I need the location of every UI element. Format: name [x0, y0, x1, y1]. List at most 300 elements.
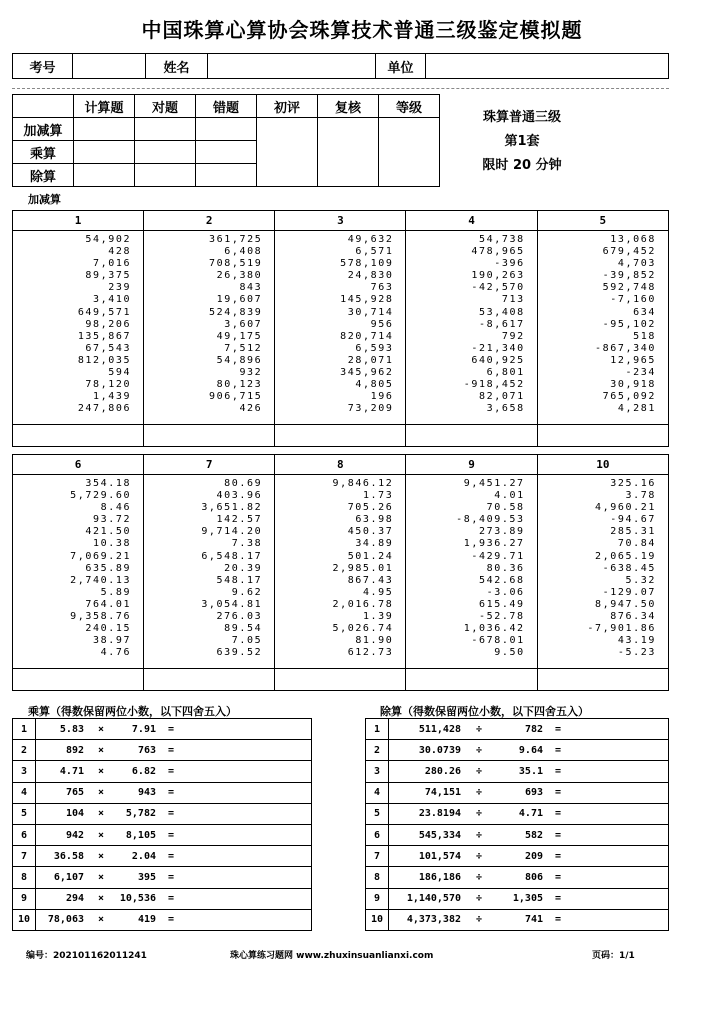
multiplication-row [13, 846, 312, 867]
number-value: 354.18 [85, 478, 132, 489]
score-cell[interactable] [135, 118, 196, 141]
number-value: 542.68 [478, 574, 525, 586]
row-number: 1 [366, 719, 389, 740]
answer-cell[interactable] [311, 803, 312, 824]
operator-sign: × [97, 850, 105, 862]
row-number: 6 [366, 824, 389, 845]
number-value: -8,617 [478, 318, 525, 330]
problem-number: 4 [406, 211, 537, 231]
number-value: 708,519 [208, 258, 263, 270]
number-value: 142.57 [216, 514, 263, 526]
number-list [538, 475, 668, 659]
answer-cell[interactable] [13, 669, 144, 691]
answer-cell[interactable] [406, 669, 537, 691]
problem-number: 3 [275, 211, 406, 231]
answer-cell[interactable] [668, 761, 669, 782]
number-value: 615.49 [478, 598, 525, 610]
row-number: 7 [13, 846, 36, 867]
number-value: 524,839 [208, 306, 263, 318]
operand-a: 511,428 [418, 723, 461, 735]
answer-cell[interactable] [311, 867, 312, 888]
problem-numbers-cell [275, 475, 406, 669]
number-value: 54,738 [478, 234, 525, 245]
expression-cell [389, 761, 668, 782]
problem-number: 8 [275, 455, 406, 475]
number-value: 345,962 [340, 367, 394, 379]
time-limit-label: 限时 20 分钟 [482, 158, 562, 173]
equals-sign: = [554, 744, 562, 756]
score-cell[interactable] [196, 118, 257, 141]
number-value: 190,263 [471, 270, 525, 282]
problem-number: 10 [537, 455, 668, 475]
number-value: 3,410 [93, 294, 132, 306]
number-value: 325.16 [610, 478, 656, 489]
number-value: 2,740.13 [70, 574, 132, 586]
problem-numbers-cell [275, 231, 406, 425]
operand-b: 693 [524, 787, 543, 799]
operand-a: 104 [65, 808, 84, 820]
number-value: 812,035 [77, 354, 132, 366]
answer-cell[interactable] [668, 888, 669, 909]
operand-a: 23.8194 [418, 808, 461, 820]
operand-b: 9.64 [518, 744, 543, 756]
division-row [366, 888, 669, 909]
number-value: 81.90 [355, 635, 394, 647]
number-value: 679,452 [602, 246, 656, 258]
division-title: 除算（得数保留两位小数，以下四舍五入） [380, 705, 589, 718]
answer-cell[interactable] [275, 425, 406, 447]
number-value: 932 [239, 367, 263, 379]
number-value: 78,120 [85, 379, 132, 391]
operand-a: 1,140,570 [406, 893, 461, 905]
number-value: 3,607 [224, 318, 263, 330]
score-header: 复核 [318, 95, 379, 118]
number-value: 548.17 [216, 574, 263, 586]
number-value: 3,651.82 [201, 502, 263, 514]
answer-cell[interactable] [311, 782, 312, 803]
score-row-label: 除算 [13, 164, 74, 187]
answer-cell[interactable] [406, 425, 537, 447]
number-value: -129.07 [602, 586, 656, 598]
problem-number: 5 [537, 211, 668, 231]
answer-cell[interactable] [537, 669, 668, 691]
operand-b: 763 [137, 744, 156, 756]
operator-sign: × [97, 829, 105, 841]
equals-sign: = [554, 893, 562, 905]
number-value: 4.95 [362, 586, 394, 598]
number-value: 792 [501, 330, 525, 342]
expression-cell [36, 719, 311, 740]
number-value: 1,036.42 [463, 623, 525, 635]
score-cell[interactable] [318, 118, 379, 187]
answer-cell[interactable] [668, 803, 669, 824]
division-row [366, 740, 669, 761]
footer-code: 编号：202101162011241 [26, 951, 147, 961]
operand-a: 186,186 [418, 871, 461, 883]
number-value: -7,901.86 [587, 623, 656, 635]
number-value: 956 [370, 318, 394, 330]
problem-number: 1 [13, 211, 144, 231]
answer-cell[interactable] [311, 824, 312, 845]
operand-a: 74,151 [424, 787, 461, 799]
answer-cell[interactable] [275, 669, 406, 691]
number-value: 80.69 [224, 478, 263, 489]
multiplication-row [13, 719, 312, 740]
number-value: 247,806 [77, 403, 132, 415]
score-cell[interactable] [196, 164, 257, 187]
expression-cell [389, 740, 668, 761]
answer-cell[interactable] [13, 425, 144, 447]
number-value: -42,570 [471, 282, 525, 294]
number-value: 70.84 [617, 538, 656, 550]
problem-numbers-cell [13, 475, 144, 669]
operand-a: 892 [65, 744, 84, 756]
number-value: 6,408 [224, 246, 263, 258]
number-value: 640,925 [471, 354, 525, 366]
operand-a: 101,574 [418, 850, 461, 862]
problem-number: 7 [144, 455, 275, 475]
problem-numbers-cell [537, 231, 668, 425]
number-value: 9,451.27 [463, 478, 525, 489]
number-value: -918,452 [463, 379, 525, 391]
number-list [275, 231, 405, 415]
row-number: 4 [366, 782, 389, 803]
expression-cell [389, 824, 668, 845]
score-cell[interactable] [135, 164, 196, 187]
answer-cell[interactable] [668, 740, 669, 761]
answer-cell[interactable] [537, 425, 668, 447]
number-value: 649,571 [77, 306, 132, 318]
row-number: 2 [13, 740, 36, 761]
number-value: 2,985.01 [332, 562, 394, 574]
number-value: 594 [108, 367, 132, 379]
number-value: 4,703 [617, 258, 656, 270]
name-field[interactable] [208, 54, 376, 78]
number-value: 501.24 [347, 550, 394, 562]
score-row-label: 加减算 [13, 118, 74, 141]
score-table [12, 94, 440, 187]
addsub-section-label: 加减算 [28, 193, 61, 206]
number-value: 80,123 [216, 379, 263, 391]
number-value: 713 [501, 294, 525, 306]
number-value: 634 [633, 306, 656, 318]
equals-sign: = [554, 787, 562, 799]
number-value: 639.52 [216, 647, 263, 659]
number-value: 10.38 [93, 538, 132, 550]
number-value: 34.89 [355, 538, 394, 550]
level-label: 珠算普通三级 [482, 110, 561, 125]
number-value: 9.62 [231, 586, 263, 598]
number-value: 592,748 [602, 282, 656, 294]
problem-numbers-cell [144, 231, 275, 425]
operator-sign: ÷ [475, 744, 483, 756]
problem-number: 2 [144, 211, 275, 231]
operator-sign: ÷ [475, 723, 483, 735]
answer-cell[interactable] [144, 669, 275, 691]
number-value: 7,512 [224, 342, 263, 354]
number-list [144, 231, 274, 415]
answer-cell[interactable] [311, 888, 312, 909]
number-value: 82,071 [478, 391, 525, 403]
number-value: 820,714 [340, 330, 394, 342]
division-row [366, 719, 669, 740]
number-value: 3.78 [625, 490, 656, 502]
operator-sign: × [97, 893, 105, 905]
expression-cell [389, 867, 668, 888]
row-number: 10 [13, 909, 36, 930]
operand-b: 35.1 [518, 765, 543, 777]
answer-cell[interactable] [144, 425, 275, 447]
operator-sign: ÷ [475, 808, 483, 820]
answer-cell[interactable] [668, 719, 669, 740]
operand-a: 545,334 [418, 829, 461, 841]
number-list [406, 475, 536, 659]
operand-a: 5.83 [59, 723, 84, 735]
number-value: 73,209 [347, 403, 394, 415]
score-cell[interactable] [196, 141, 257, 164]
expression-cell [36, 761, 311, 782]
number-value: 9,846.12 [332, 478, 394, 489]
number-list [406, 231, 536, 415]
division-row [366, 909, 669, 930]
unit-label: 单位 [376, 54, 426, 78]
number-value: 867.43 [347, 574, 394, 586]
number-value: 239 [108, 282, 132, 294]
answer-cell[interactable] [311, 846, 312, 867]
answer-cell[interactable] [311, 909, 312, 930]
operand-b: 943 [137, 787, 156, 799]
number-value: 843 [239, 282, 263, 294]
multiplication-row [13, 888, 312, 909]
operator-sign: × [97, 765, 105, 777]
operand-a: 78,063 [47, 914, 84, 926]
multiplication-row [13, 803, 312, 824]
row-number: 8 [13, 867, 36, 888]
expression-cell [389, 909, 668, 930]
score-corner [13, 95, 74, 118]
equals-sign: = [167, 850, 175, 862]
number-value: -52.78 [478, 611, 525, 623]
operand-b: 741 [524, 914, 543, 926]
equals-sign: = [167, 914, 175, 926]
answer-cell[interactable] [668, 782, 669, 803]
number-value: 1,439 [93, 391, 132, 403]
number-value: 4.01 [494, 490, 525, 502]
operand-b: 5,782 [125, 808, 156, 820]
number-value: 518 [633, 330, 656, 342]
number-value: -234 [625, 367, 656, 379]
problem-numbers-cell [13, 231, 144, 425]
operator-sign: × [97, 787, 105, 799]
number-value: 89.54 [224, 623, 263, 635]
number-value: -867,340 [595, 342, 656, 354]
answer-cell[interactable] [668, 909, 669, 930]
problem-numbers-cell [406, 231, 537, 425]
number-value: 578,109 [340, 258, 394, 270]
problem-numbers-cell [537, 475, 668, 669]
equals-sign: = [167, 808, 175, 820]
footer-site: 珠心算练习题网 www.zhuxinsuanlianxi.com [230, 951, 434, 961]
number-list [275, 475, 405, 659]
equals-sign: = [167, 871, 175, 883]
number-value: -7,160 [610, 294, 656, 306]
operand-a: 4,373,382 [406, 914, 461, 926]
score-header: 计算题 [74, 95, 135, 118]
operand-b: 395 [137, 871, 156, 883]
row-number: 8 [366, 867, 389, 888]
operand-a: 36.58 [53, 850, 84, 862]
number-value: 764.01 [85, 598, 132, 610]
number-value: 705.26 [347, 502, 394, 514]
score-cell[interactable] [74, 118, 135, 141]
number-value: 9,358.76 [70, 611, 132, 623]
operator-sign: ÷ [475, 893, 483, 905]
number-value: 4,281 [617, 403, 656, 415]
number-value: 5,729.60 [70, 490, 132, 502]
row-number: 9 [366, 888, 389, 909]
operand-b: 7.91 [131, 723, 156, 735]
operand-a: 4.71 [59, 765, 84, 777]
multiplication-row [13, 782, 312, 803]
expression-cell [36, 740, 311, 761]
number-value: -94.67 [610, 514, 656, 526]
row-number: 9 [13, 888, 36, 909]
expression-cell [36, 867, 311, 888]
number-value: 26,380 [216, 270, 263, 282]
number-value: 876.34 [610, 611, 656, 623]
number-value: -396 [494, 258, 525, 270]
exam-no-field[interactable] [73, 54, 146, 78]
multiplication-row [13, 867, 312, 888]
answer-cell[interactable] [311, 719, 312, 740]
operator-sign: × [97, 723, 105, 735]
answer-cell[interactable] [668, 824, 669, 845]
number-value: -678.01 [471, 635, 525, 647]
number-value: 403.96 [216, 490, 263, 502]
expression-cell [36, 888, 311, 909]
number-value: 612.73 [347, 647, 394, 659]
number-value: 5,026.74 [332, 623, 394, 635]
number-value: 906,715 [208, 391, 263, 403]
equals-sign: = [554, 765, 562, 777]
equals-sign: = [554, 829, 562, 841]
unit-field[interactable] [426, 54, 668, 78]
number-value: 4.76 [100, 647, 132, 659]
number-value: 54,902 [85, 234, 132, 245]
dashed-divider [12, 88, 669, 89]
expression-cell [36, 846, 311, 867]
operand-b: 10,536 [119, 893, 156, 905]
equals-sign: = [167, 893, 175, 905]
operand-b: 2.04 [131, 850, 156, 862]
number-value: 240.15 [85, 623, 132, 635]
number-value: 5.32 [625, 574, 656, 586]
answer-cell[interactable] [311, 740, 312, 761]
operator-sign: ÷ [475, 914, 483, 926]
answer-cell[interactable] [668, 846, 669, 867]
score-row-label: 乘算 [13, 141, 74, 164]
row-number: 3 [366, 761, 389, 782]
number-value: -39,852 [602, 270, 656, 282]
number-value: 7,016 [93, 258, 132, 270]
number-value: 54,896 [216, 354, 263, 366]
division-row [366, 824, 669, 845]
operator-sign: ÷ [475, 829, 483, 841]
equals-sign: = [554, 871, 562, 883]
number-value: 145,928 [340, 294, 394, 306]
score-cell[interactable] [135, 141, 196, 164]
number-value: -429.71 [471, 550, 525, 562]
number-value: -3.06 [486, 586, 525, 598]
operand-b: 782 [524, 723, 543, 735]
number-value: 89,375 [85, 270, 132, 282]
operand-b: 6.82 [131, 765, 156, 777]
number-value: 7.38 [231, 538, 263, 550]
number-value: 9.50 [494, 647, 525, 659]
expression-cell [389, 888, 668, 909]
number-value: 361,725 [208, 234, 263, 245]
score-header: 错题 [196, 95, 257, 118]
operand-a: 30.0739 [418, 744, 461, 756]
addsub-table-1 [12, 210, 669, 447]
number-value: 635.89 [85, 562, 132, 574]
expression-cell [36, 824, 311, 845]
answer-cell[interactable] [311, 761, 312, 782]
operand-a: 294 [65, 893, 84, 905]
row-number: 1 [13, 719, 36, 740]
number-value: 1,936.27 [463, 538, 525, 550]
score-cell[interactable] [257, 118, 318, 187]
row-number: 10 [366, 909, 389, 930]
problem-number: 6 [13, 455, 144, 475]
score-header: 对题 [135, 95, 196, 118]
answer-cell[interactable] [668, 867, 669, 888]
operand-a: 6,107 [53, 871, 84, 883]
operator-sign: ÷ [475, 850, 483, 862]
number-value: 285.31 [610, 526, 656, 538]
number-value: 8,947.50 [595, 598, 656, 610]
row-number: 7 [366, 846, 389, 867]
row-number: 5 [366, 803, 389, 824]
score-cell[interactable] [74, 141, 135, 164]
row-number: 2 [366, 740, 389, 761]
number-value: 428 [108, 246, 132, 258]
addsub-table-2 [12, 454, 669, 691]
number-value: 13,068 [610, 234, 656, 245]
division-row [366, 803, 669, 824]
number-value: 28,071 [347, 354, 394, 366]
problem-number: 9 [406, 455, 537, 475]
score-cell[interactable] [379, 118, 440, 187]
number-list [13, 475, 143, 659]
number-value: 67,543 [85, 342, 132, 354]
number-value: 7.05 [231, 635, 263, 647]
operator-sign: ÷ [475, 871, 483, 883]
multiplication-title: 乘算（得数保留两位小数，以下四舍五入） [28, 705, 237, 718]
score-cell[interactable] [74, 164, 135, 187]
candidate-info-bar [12, 53, 669, 79]
number-value: 135,867 [77, 330, 132, 342]
number-value: 43.19 [617, 635, 656, 647]
multiplication-row [13, 761, 312, 782]
operator-sign: × [97, 744, 105, 756]
number-value: 20.39 [224, 562, 263, 574]
number-value: 30,918 [610, 379, 656, 391]
number-value: 70.58 [486, 502, 525, 514]
equals-sign: = [167, 765, 175, 777]
operator-sign: ÷ [475, 765, 483, 777]
number-value: 3,658 [486, 403, 525, 415]
